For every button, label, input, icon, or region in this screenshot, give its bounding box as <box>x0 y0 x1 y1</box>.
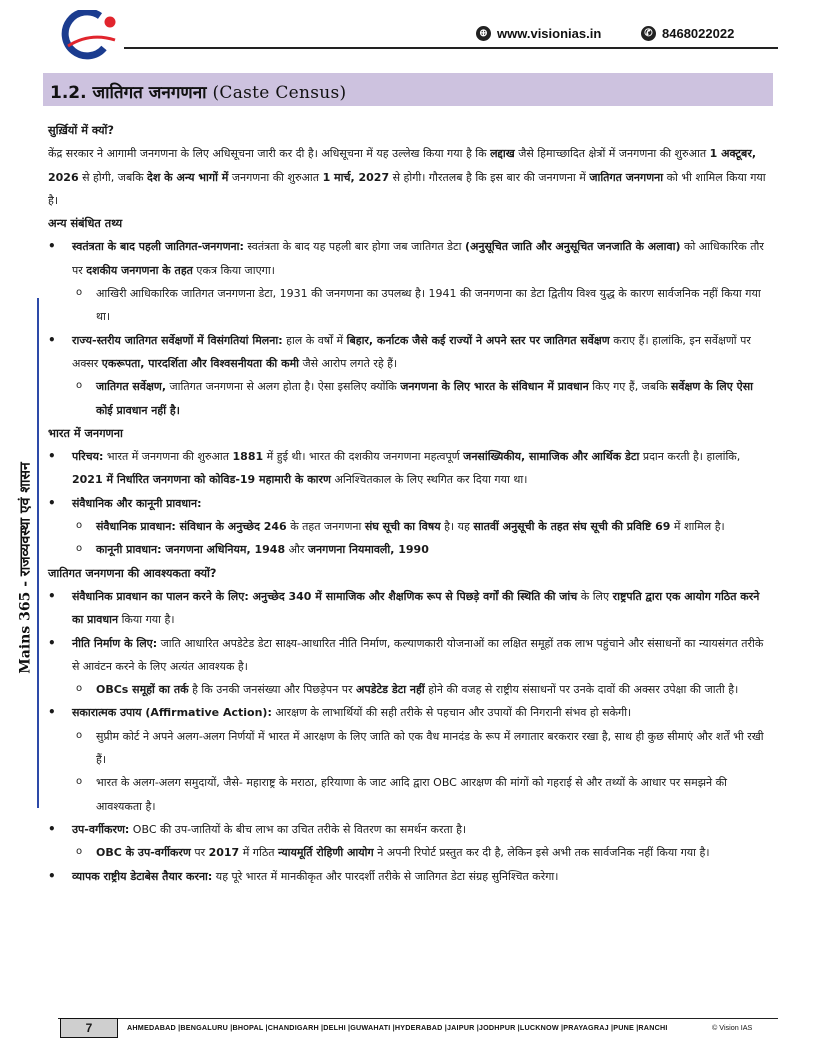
list-item: • परिचय: भारत में जनगणना की शुरुआत 1881 में हुई थी। भारत की दशकीय जनगणना महत्वपूर्ण जनसांख्यिकीय, सामाजिक और आर्थिक डेटा प्रदान करती है। हालांकि, 2021 में निर्धारित जनगणना को कोविड-19 महामारी के कारण अनिश्चितकाल के लिए स्थगित कर दिया गया था। <box>48 445 773 492</box>
website-text: www.visionias.in <box>497 26 602 41</box>
content <box>48 119 773 888</box>
sub-list-item: o OBC के उप-वर्गीकरण पर 2017 में गठित न्यायमूर्ति रोहिणी आयोग ने अपनी रिपोर्ट प्रस्तुत कर दी है, लेकिन इसे अभी तक सार्वजनिक नहीं किया गया है। <box>48 841 773 864</box>
heading-why-news: सुर्ख़ियों में क्यों? <box>48 124 114 137</box>
header-rule <box>124 47 778 49</box>
list-item: • उप-वर्गीकरण: OBC की उप-जातियों के बीच लाभ का उचित तरीके से वितरण का समर्थन करता है। <box>48 818 773 841</box>
list-item: • नीति निर्माण के लिए: जाति आधारित अपडेटेड डेटा साक्ष्य-आधारित नीति निर्माण, कल्याणकारी योजनाओं का लक्षित समूहों तक लाभ पहुंचाने और संसाधनों का न्यायसंगत तरीके से आवंटन करने के लिए अत्यंत आवश्यक है। <box>48 632 773 679</box>
list-item: • संवैधानिक और कानूनी प्रावधान: <box>48 492 773 515</box>
heading-census-india: भारत में जनगणना <box>48 426 123 440</box>
footer-copyright: © Vision IAS <box>712 1023 753 1032</box>
heading-related-facts: अन्य संबंधित तथ्य <box>48 217 123 231</box>
sub-list-item: o आखिरी आधिकारिक जातिगत जनगणना डेटा, 1931 की जनगणना का उपलब्ध है। 1941 की जनगणना का डेटा द्वितीय विश्व युद्ध के कारण सार्वजनिक नहीं किया गया था। <box>48 282 773 329</box>
logo-dot <box>105 17 116 28</box>
phone-contact[interactable] <box>641 26 734 41</box>
visionias-logo[interactable] <box>60 10 122 62</box>
sub-list-item: o संवैधानिक प्रावधान: संविधान के अनुच्छेद 246 के तहत जनगणना संघ सूची का विषय है। यह सातवीं अनुसूची के तहत संघ सूची की प्रविष्टि 69 में शामिल है। <box>48 515 773 538</box>
phone-text: 8468022022 <box>662 26 735 41</box>
page-number: 7 <box>60 1018 118 1038</box>
logo-arc-blue <box>65 12 104 56</box>
list-item: • संवैधानिक प्रावधान का पालन करने के लिए: अनुच्छेद 340 में सामाजिक और शैक्षणिक रूप से पिछड़े वर्गों की स्थिति की जांच के लिए राष्ट्रपति द्वारा एक आयोग गठित करने का प्रावधान किया गया है। <box>48 585 773 632</box>
heading-need: जातिगत जनगणना की आवश्यकता क्यों? <box>48 566 217 580</box>
side-line <box>37 298 39 808</box>
sub-list-item: o OBCs समूहों का तर्क है कि उनकी जनसंख्या और पिछड़ेपन पर अपडेटेड डेटा नहीं होने की वजह से राष्ट्रीय संसाधनों पर उनके दावों की अक्सर उपेक्षा की जाती है। <box>48 678 773 701</box>
sub-list-item: o जातिगत सर्वेक्षण, जातिगत जनगणना से अलग होता है। ऐसा इसलिए क्योंकि जनगणना के लिए भारत के संविधान में प्रावधान किए गए हैं, जबकि सर्वेक्षण के लिए ऐसा कोई प्रावधान नहीं है। <box>48 375 773 422</box>
sub-list-item: o सुप्रीम कोर्ट ने अपने अलग-अलग निर्णयों में भारत में आरक्षण के लिए जाति को एक वैध मानदंड के रूप में लगातार बरकरार रखा है, साथ ही कुछ सीमाएं और शर्तें भी रखी हैं। <box>48 725 773 772</box>
footer-rule <box>58 1018 778 1019</box>
phone-icon: ✆ <box>641 26 656 41</box>
list-item: • स्वतंत्रता के बाद पहली जातिगत-जनगणना: स्वतंत्रता के बाद यह पहली बार होगा जब जातिगत डेटा (अनुसूचित जाति और अनुसूचित जनजाति के अलावा) को आधिकारिक तौर पर दशकीय जनगणना के तहत एकत्र किया जाएगा। <box>48 235 773 282</box>
list-item: • राज्य-स्तरीय जातिगत सर्वेक्षणों में विसंगतियां मिलना: हाल के वर्षों में बिहार, कर्नाटक जैसे कई राज्यों ने अपने स्तर पर जातिगत सर्वेक्षण कराए हैं। हालांकि, इन सर्वेक्षणों पर अक्सर एकरूपता, पारदर्शिता और विश्वसनीयता की कमी जैसे आरोप लगते रहे हैं। <box>48 329 773 376</box>
section-title: 1.2. जातिगत जनगणना (Caste Census) <box>50 83 347 103</box>
list-item: • व्यापक राष्ट्रीय डेटाबेस तैयार करना: यह पूरे भारत में मानकीकृत और पारदर्शी तरीके से जातिगत डेटा संग्रह सुनिश्चित करेगा। <box>48 865 773 888</box>
sub-list-item: o भारत के अलग-अलग समुदायों, जैसे- महाराष्ट्र के मराठा, हरियाणा के जाट आदि द्वारा OBC आरक्षण की मांगों को गहराई से और तथ्यों के आधार पर समझने की आवश्यकता है। <box>48 771 773 818</box>
side-label: Mains 365 - राजव्यवस्था एवं शासन <box>17 462 34 674</box>
sub-list-item: o कानूनी प्रावधान: जनगणना अधिनियम, 1948 और जनगणना नियमावली, 1990 <box>48 538 773 561</box>
list-item: • सकारात्मक उपाय (Affirmative Action): आरक्षण के लाभार्थियों की सही तरीके से पहचान और उपायों की निगरानी संभव हो सकेगी। <box>48 701 773 724</box>
paragraph-intro: केंद्र सरकार ने आगामी जनगणना के लिए अधिसूचना जारी कर दी है। अधिसूचना में यह उल्लेख किया गया है कि लद्दाख जैसे हिमाच्छादित क्षेत्रों में जनगणना की शुरुआत 1 अक्टूबर, 2026 से होगी, जबकि देश के अन्य भागों में जनगणना की शुरुआत 1 मार्च, 2027 से होगी। गौरतलब है कि इस बार की जनगणना में जातिगत जनगणना को भी शामिल किया गया है। <box>48 147 766 207</box>
globe-icon: ⊕ <box>476 26 491 41</box>
website-link[interactable] <box>476 26 601 41</box>
footer-cities: AHMEDABAD |BENGALURU |BHOPAL |CHANDIGARH |DELHI |GUWAHATI |HYDERABAD |JAIPUR |JODHPUR |LUCKNOW |PRAYAGRAJ |PUNE |RANCHI <box>127 1023 668 1032</box>
logo-swoosh <box>68 37 115 46</box>
